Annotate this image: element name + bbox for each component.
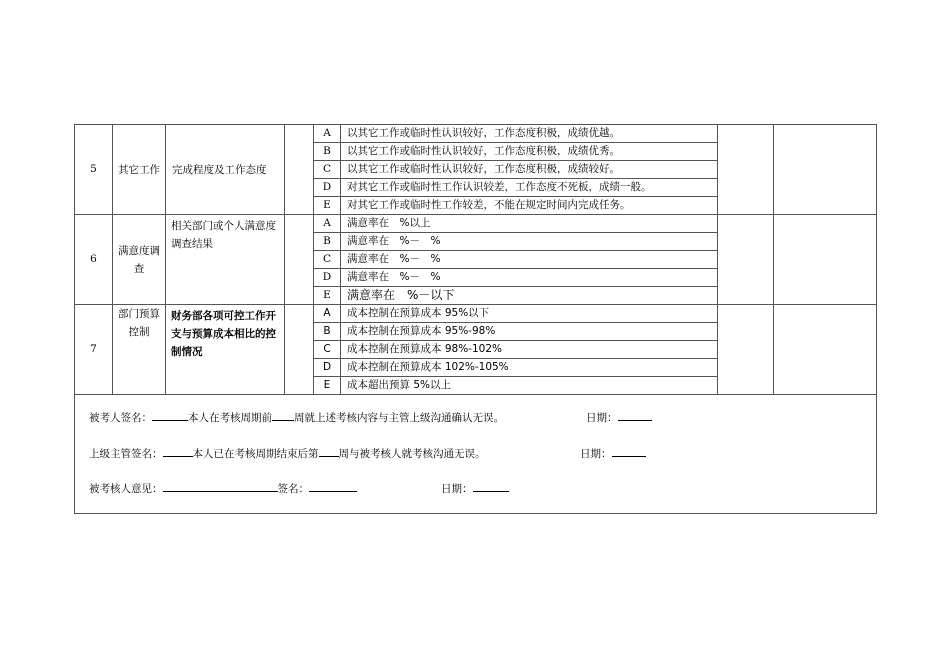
line2-text-c: 周与被考核人就考核沟通无误。: [338, 448, 486, 460]
grade-description: 满意率在 %－以下: [341, 287, 718, 305]
grade-letter: A: [314, 125, 341, 143]
remark-cell: [774, 125, 877, 215]
line1-text-c: 周就上述考核内容与主管上级沟通确认无误。: [294, 412, 504, 424]
grade-letter: B: [314, 143, 341, 161]
grade-description: 成本控制在预算成本 102%-105%: [341, 359, 718, 377]
sign-label: 签名：: [277, 483, 309, 495]
grade-letter: B: [314, 233, 341, 251]
signature-blank[interactable]: [309, 480, 357, 492]
grade-description: 成本控制在预算成本 95%以下: [341, 305, 718, 323]
appraisee-sign-label: 被考人签名：: [89, 412, 152, 424]
item-number: 7: [75, 305, 113, 395]
appraisal-table: [74, 124, 877, 514]
appraisee-sign-line: [89, 409, 504, 427]
grade-letter: E: [314, 377, 341, 395]
grade-letter: A: [314, 215, 341, 233]
remark-cell: [774, 305, 877, 395]
grade-letter: A: [314, 305, 341, 323]
item-category: 其它工作: [113, 125, 166, 215]
item-number: 5: [75, 125, 113, 215]
item-category: 满意度调查: [113, 215, 166, 305]
appraisee-opinion-line: [89, 480, 357, 498]
date-blank[interactable]: [618, 409, 652, 421]
item-content: 完成程度及工作态度: [166, 125, 285, 215]
grade-description: 满意率在 %以上: [341, 215, 718, 233]
grade-description: 满意率在 %－ %: [341, 233, 718, 251]
grade-description: 以其它工作或临时性认识较好，工作态度积极，成绩优秀。: [341, 143, 718, 161]
grade-letter: E: [314, 287, 341, 305]
table-row: [75, 215, 877, 233]
remark-cell: [774, 215, 877, 305]
item-content: 相关部门或个人满意度调查结果: [166, 215, 285, 305]
table-row: [75, 305, 877, 323]
date-label: 日期：: [580, 448, 612, 460]
week-blank[interactable]: [272, 409, 294, 421]
grade-letter: C: [314, 341, 341, 359]
appraisee-signature-blank[interactable]: [152, 409, 188, 421]
date-blank[interactable]: [473, 480, 509, 492]
signature-row: [75, 395, 877, 514]
grade-description: 以其它工作或临时性认识较好，工作态度积极，成绩优越。: [341, 125, 718, 143]
supervisor-sign-label: 上级主管签名：: [89, 448, 163, 460]
grade-description: 满意率在 %－ %: [341, 251, 718, 269]
table-row: [75, 125, 877, 143]
date-label: 日期：: [441, 483, 473, 495]
weight-cell: [285, 125, 314, 215]
supervisor-date: [580, 445, 646, 463]
grade-letter: E: [314, 197, 341, 215]
opinion-label: 被考核人意见：: [89, 483, 163, 495]
grade-description: 成本控制在预算成本 98%-102%: [341, 341, 718, 359]
grade-description: 对其它工作或临时性工作认识较差，工作态度不死板，成绩一般。: [341, 179, 718, 197]
grade-description: 满意率在 %－ %: [341, 269, 718, 287]
grade-description: 以其它工作或临时性认识较好，工作态度积极，成绩较好。: [341, 161, 718, 179]
weight-cell: [285, 305, 314, 395]
opinion-blank[interactable]: [163, 480, 278, 492]
supervisor-sign-line: [89, 445, 486, 463]
score-cell: [718, 125, 774, 215]
grade-letter: D: [314, 359, 341, 377]
date-label: 日期：: [586, 412, 618, 424]
supervisor-signature-blank[interactable]: [163, 445, 193, 457]
grade-letter: C: [314, 161, 341, 179]
item-content: 财务部各项可控工作开支与预算成本相比的控制情况: [166, 305, 285, 395]
item-number: 6: [75, 215, 113, 305]
score-cell: [718, 305, 774, 395]
signature-section: [75, 395, 877, 514]
grade-description: 对其它工作或临时性工作较差，不能在规定时间内完成任务。: [341, 197, 718, 215]
grade-letter: D: [314, 179, 341, 197]
grade-description: 成本控制在预算成本 95%-98%: [341, 323, 718, 341]
week-blank[interactable]: [319, 445, 339, 457]
grade-description: 成本超出预算 5%以上: [341, 377, 718, 395]
grade-letter: C: [314, 251, 341, 269]
weight-cell: [285, 215, 314, 305]
grade-letter: B: [314, 323, 341, 341]
line2-text-b: 本人已在考核周期结束后第: [192, 448, 319, 460]
item-category: 部门预算控制: [113, 305, 166, 395]
opinion-date: [441, 480, 509, 498]
score-cell: [718, 215, 774, 305]
appraisal-sheet: [74, 124, 876, 514]
date-blank[interactable]: [612, 445, 646, 457]
grade-letter: D: [314, 269, 341, 287]
appraisee-date: [586, 409, 652, 427]
line1-text-b: 本人在考核周期前: [188, 412, 272, 424]
